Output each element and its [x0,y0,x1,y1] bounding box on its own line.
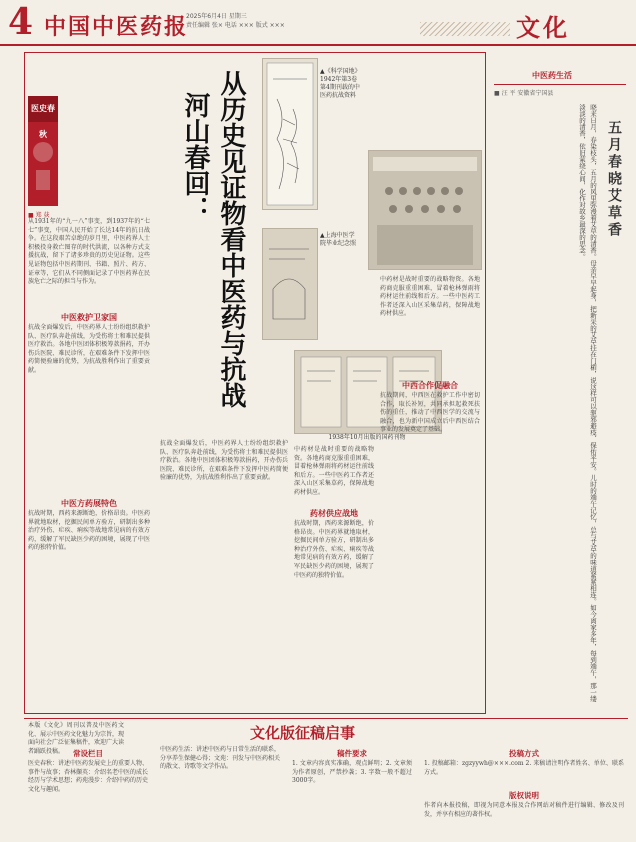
column-tag-emblem [28,122,58,202]
notice-headline: 文化版征稿启事 [250,724,356,742]
body-text-4: 抗战全面爆发后，中医药界人士纷纷组织救护队、医疗队奔赴前线，为受伤将士和难民提供医疗救治。各地中医团体积极筹款捐药，开办伤兵医院、难民诊所，在艰难条件下发挥中医药简便验廉的优势，为抗战胜利作出了重要贡献。 [160,440,288,482]
headline: 从历史见证物看中医药与抗战 [216,70,246,408]
journal-photo [262,58,318,210]
byline: ■ 郑 荻 [28,212,50,219]
notice-col-4: 1. 投稿邮箱：zgzyywh@×××.com 2. 来稿请注明作者姓名、单位、联系方式。 [424,760,624,776]
subheading-1: 中医救护卫家国 [61,312,117,322]
poster-photo [262,228,318,340]
caption-poster: ▲上海中医学院毕业纪念照 [320,232,357,247]
notice-col-1: 医史春秋：讲述中医药发展史上的重要人物、事件与故事；杏林撷英：介绍名老中医的成长经历与学术思想；药苑漫步：介绍中药的历史文化与趣闻。 [28,760,149,793]
body-text-3: 抗战时期，西药来源断绝，价格昂贵。中医药界就地取材，挖掘民间单方验方，研制出多种治疗外伤、疟疾、痢疾等战地常见病的有效方药，缓解了军民缺医少药的困境，展现了中医药的独特价值。 [28,510,150,552]
graduation-photo-illustration [369,151,481,269]
notice-col-2: 中医药生活：讲述中医药与日常生活的联系，分享养生保健心得；文苑：刊发与中医药相关的散文、诗歌等文学作品。 [160,746,281,771]
notice-col-5: 作者向本报投稿，即视为同意本报及合作网站对稿件进行编辑、修改及刊发，并享有相应的著作权。 [424,802,624,818]
notice-sub-copyright: 版权说明 [509,791,539,800]
decorative-hatch [420,22,510,36]
subheading-3: 药材供应战地 [310,508,358,518]
headline-line2: 河山春回： [180,92,210,222]
poster-illustration [263,229,317,339]
column-tag-label: 医史春秋 [28,96,58,122]
body-text-1: 从1931年的“九一八”事变，到1937年的“七七”事变，中国人民开始了长达14年的抗日战争。在这段艰苦卓绝的岁月里，中医药界人士积极投身救亡图存的时代洪流，以各种方式支援抗战，留下了诸多珍贵的历史见证物。这些见证物包括中医药期刊、书籍、照片、药方、证章等，它们从不同侧面记录了中医药界在民族危亡之际的担当与作为。 [28,218,150,286]
right-column-head [494,48,626,78]
poem-body: 晓来日月，春染枝头，五月的风里弥漫着艾草的清香。母亲早早起身，把新采的艾草挂在门楣，说这样可以驱邪避疫、保佑平安。儿时的端午记忆，总与艾草的味道紧紧相连。如今离家多年，每到端午，那一缕淡淡的清香，依旧萦绕心间，化作对故乡最深的思念。 [578,104,597,702]
poem-title: 五月春晓艾草香 [606,120,622,239]
body-text-2: 抗战全面爆发后，中医药界人士纷纷组织救护队、医疗队奔赴前线，为受伤将士和难民提供医疗救治。各地中医团体积极筹款捐药，开办伤兵医院、难民诊所，在艰难条件下发挥中医药简便验廉的优势，为抗战胜利作出了重要贡献。 [28,324,150,374]
body-text-5: 中药材是战时重要的战略物资。各地药商克服重重困难，冒着枪林弹雨将药材运往前线和后方。一些中医药工作者还深入山区采集草药，保障战地药材供应。 [294,446,374,496]
notice-sub-requirements: 稿件要求 [337,749,367,758]
subsection-title: 中医药生活 [532,71,572,80]
journal-cover-illustration [263,59,317,209]
section-title: 文化 [516,13,570,42]
caption-journal: ▲《科学国地》1942年第3卷第4期刊载的中医药抗战资料 [320,68,360,99]
right-divider [494,84,626,85]
poem-author: ■ 汪 平 安徽省宁国县 [494,90,554,97]
editor-line: 责任编辑 张× 电话 ××× 版式 ××× [186,22,285,29]
notice-sub-columns: 常设栏目 [73,749,103,758]
subheading-4: 中西合作促融合 [402,380,458,390]
notice-col-3: 1. 文章内容真实准确，观点鲜明；2. 文章须为作者原创，严禁抄袭；3. 字数一般不超过3000字。 [292,760,412,785]
body-text-6: 抗战时期，西药来源断绝，价格昂贵。中医药界就地取材，挖掘民间单方验方，研制出多种治疗外伤、疟疾、痢疾等战地常见病的有效方药，缓解了军民缺医少药的困境，展现了中医药的独特价值。 [294,520,374,579]
page-number: 4 [8,1,34,43]
body-text-7: 中药材是战时重要的战略物资。各地药商克服重重困难，冒着枪林弹雨将药材运往前线和后方。一些中医药工作者还深入山区采集草药，保障战地药材供应。 [380,276,480,318]
notice-sub-submission: 投稿方式 [509,749,539,758]
body-text-8: 抗战期间，中西医在救护工作中密切合作，取长补短，共同承担起救死扶伤的重任，推动了中西医学的交流与融合，也为新中国成立后中西医结合事业的发展奠定了基础。 [380,392,480,434]
subheading-2: 中医方药展特色 [61,498,117,508]
graduation-photo [368,150,482,270]
caption-publication: 1938年10月出版的国药刊物 [328,434,406,441]
notice-intro: 本版《文化》周刊以普及中医药文化、展示中医药文化魅力为宗旨，现面向社会广泛征集稿件，欢迎广大读者踊跃投稿。 [28,722,125,755]
column-tag [28,96,58,206]
newspaper-name: 中国中医药报 [44,14,189,40]
date-line [186,12,285,30]
date: 2025年6月4日 星期三 [186,13,247,20]
